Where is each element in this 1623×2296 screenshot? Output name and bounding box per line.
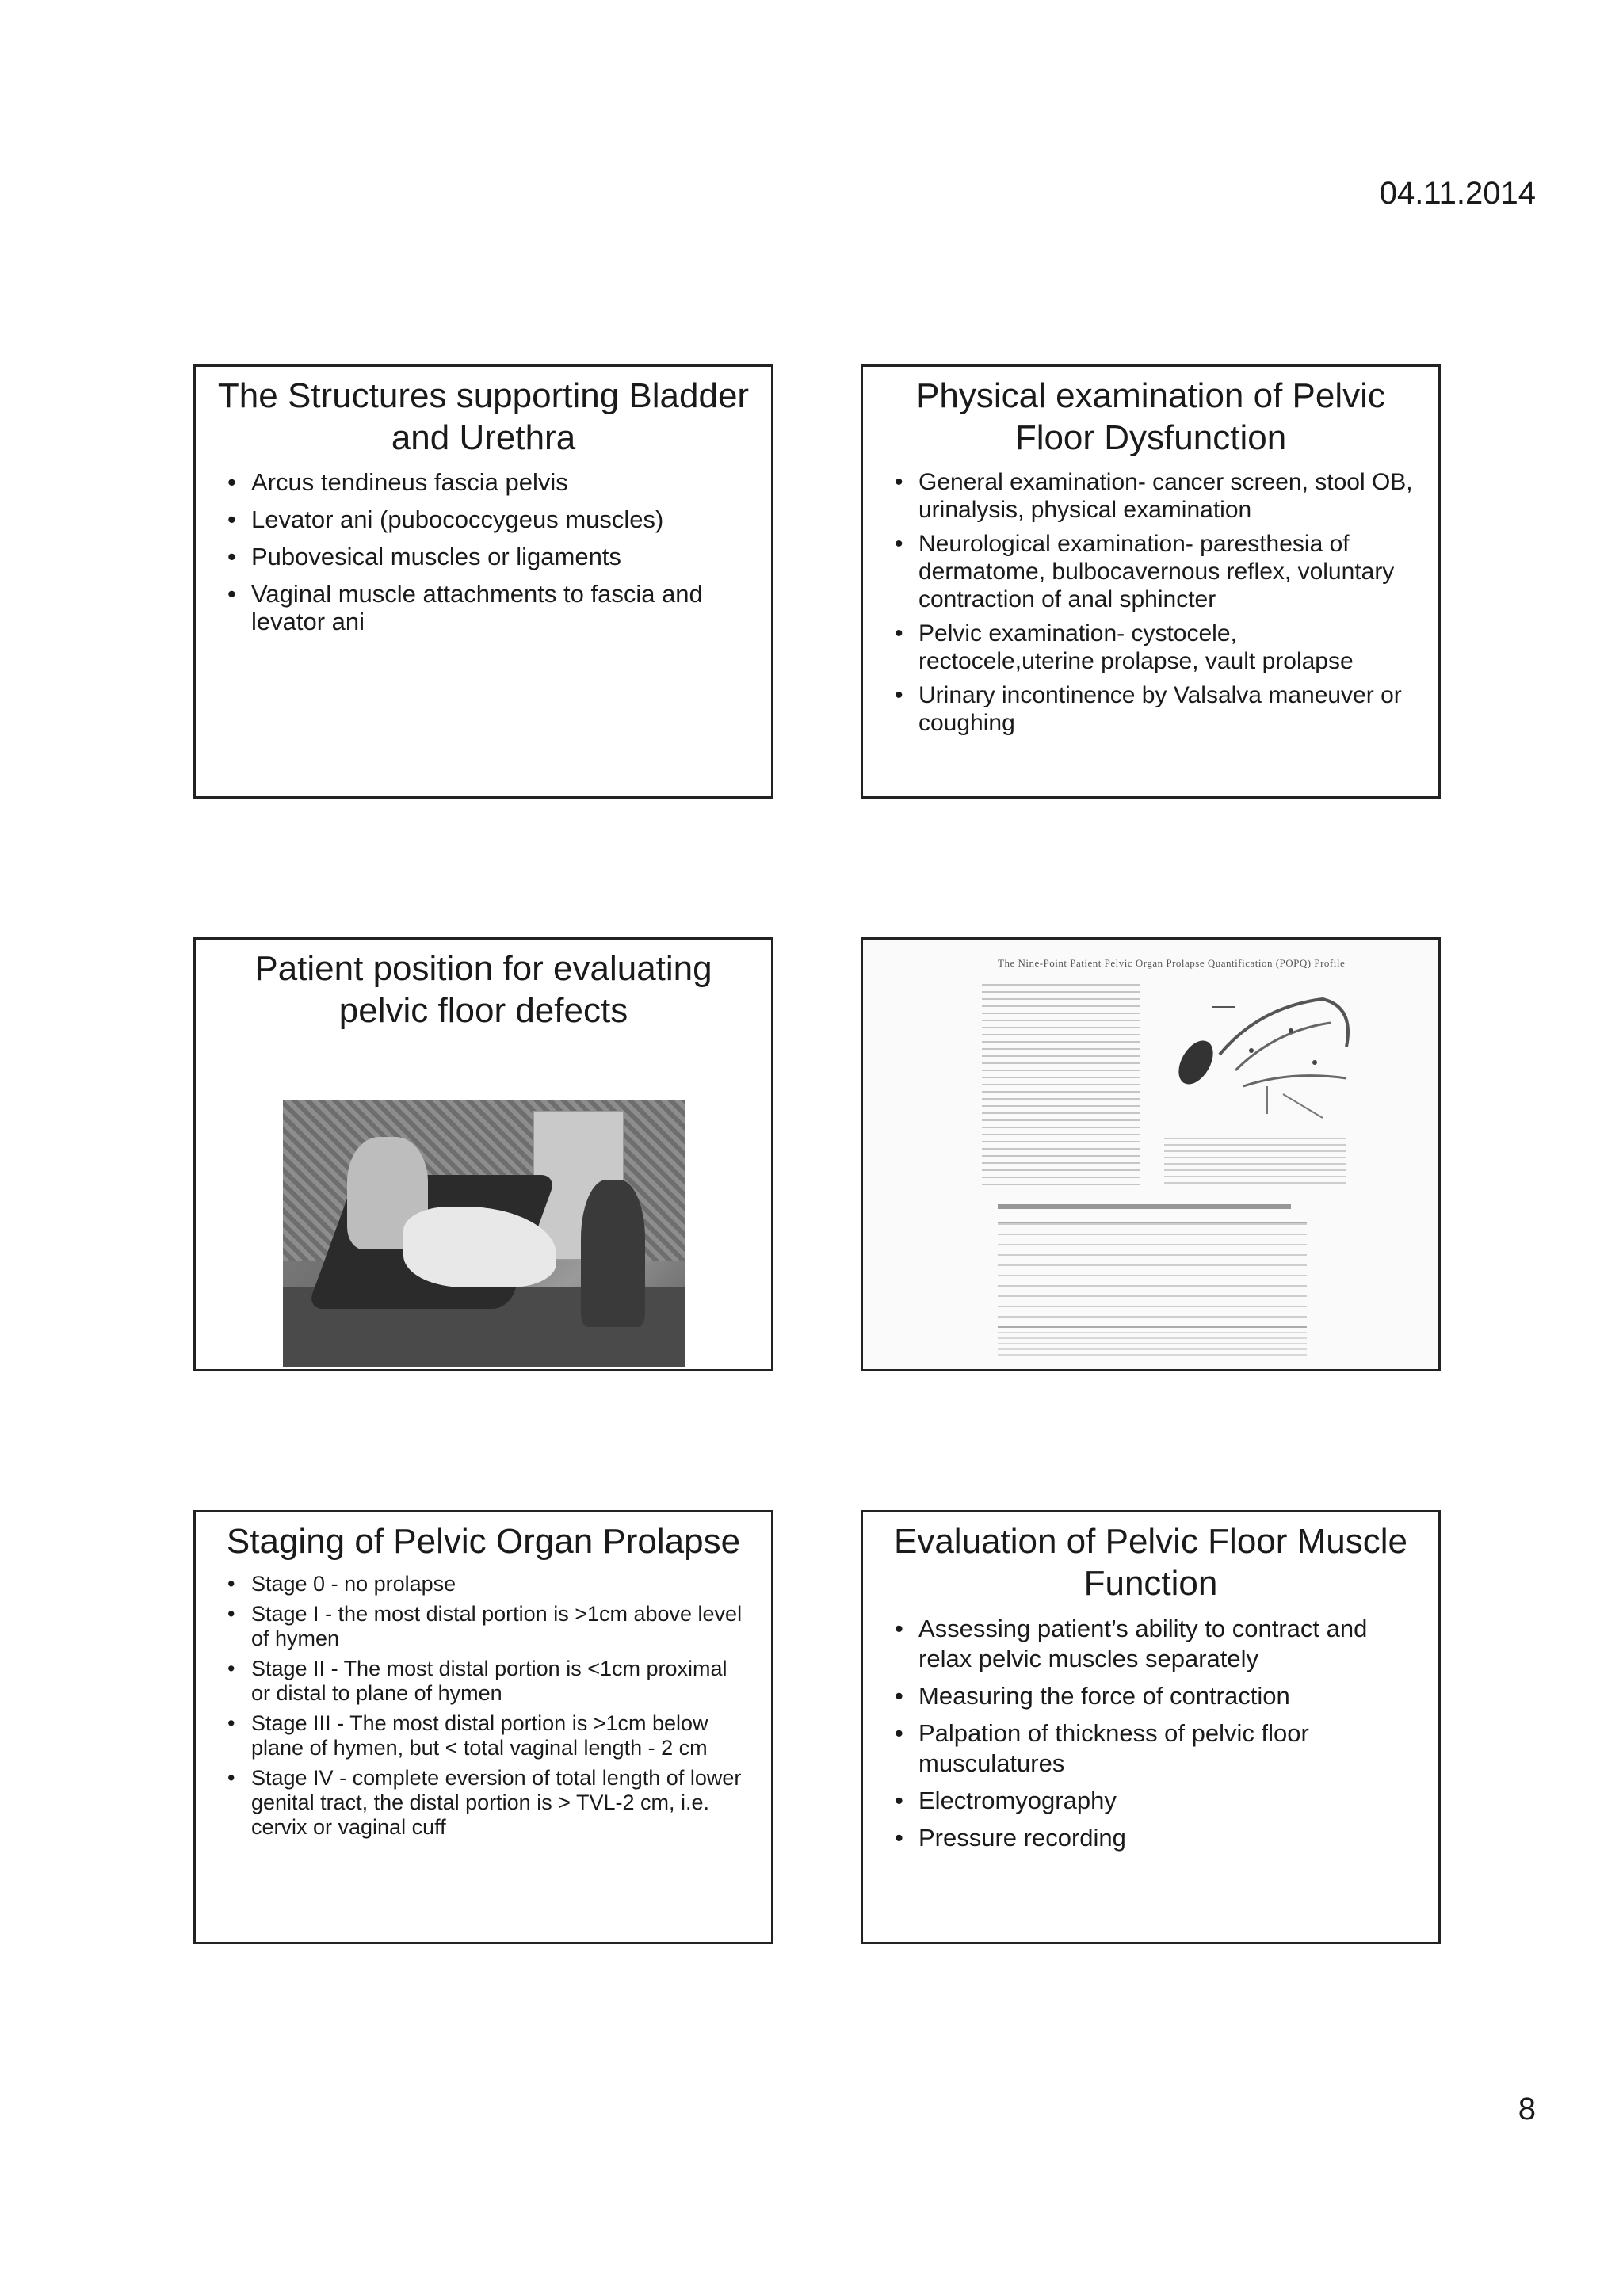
bullet-item: • Stage I - the most distal portion is >1cm above level of hymen [227,1602,747,1651]
bullet-item: • Palpation of thickness of pelvic floor musculatures [895,1718,1415,1779]
bullet-list [196,468,771,635]
slide-staging-prolapse [193,1510,773,1944]
scan-caption-block [1164,1138,1346,1185]
slide-patient-position [193,937,773,1371]
bullet-item: • Electromyography [895,1786,1415,1816]
slide-popq-profile-scan [861,937,1441,1371]
popq-scanned-page [863,940,1438,1369]
bullet-item: • Vaginal muscle attachments to fascia and levator ani [227,580,747,635]
bullet-item: • Assessing patient’s ability to contract and relax pelvic muscles separately [895,1614,1415,1674]
popq-diagram [1164,975,1362,1126]
scan-title: The Nine-Point Patient Pelvic Organ Prolapse Quantification (POPQ) Profile [998,957,1346,969]
bullet-item: • Stage IV - complete eversion of total length of lower genital tract, the distal portion is > TVL-2 cm, i.e. cervix or vaginal cuff [227,1766,747,1840]
bullet-item: • Pubovesical muscles or ligaments [227,543,747,570]
slide-pelvic-floor-muscle-function [861,1510,1441,1944]
bullet-list [196,1572,771,1840]
slide-title: The Structures supporting Bladder and Urethra [217,376,750,457]
slide-physical-examination [861,364,1441,799]
page-number: 8 [1518,2092,1536,2126]
bullet-item: • Stage III - The most distal portion is >1cm below plane of hymen, but < total vaginal length - 2 cm [227,1711,747,1760]
bullet-item: • Arcus tendineus fascia pelvis [227,468,747,496]
scan-table [998,1222,1307,1328]
slide-title: Physical examination of Pelvic Floor Dysfunction [916,376,1385,457]
slide-structures-supporting-bladder [193,364,773,799]
slide-title: Evaluation of Pelvic Floor Muscle Function [893,1522,1408,1603]
bullet-item: • Pressure recording [895,1823,1415,1853]
bullet-item: • Stage II - The most distal portion is <1cm proximal or distal to plane of hymen [227,1657,747,1706]
bullet-item: • General examination- cancer screen, stool OB, urinalysis, physical examination [895,468,1415,524]
page-date: 04.11.2014 [1379,176,1536,211]
slide-title: Patient position for evaluating pelvic floor defects [254,949,712,1030]
bullet-item: • Levator ani (pubococcygeus muscles) [227,505,747,533]
slide-title: Staging of Pelvic Organ Prolapse [226,1522,741,1561]
bullet-item: • Stage 0 - no prolapse [227,1572,747,1596]
bullet-item: • Measuring the force of contraction [895,1681,1415,1711]
bullet-list [863,1614,1438,1853]
bullet-item: • Pelvic examination- cystocele, rectocele,uterine prolapse, vault prolapse [895,620,1415,675]
scan-table-title [998,1204,1291,1209]
bullet-list [863,468,1438,737]
scan-text-block [982,984,1140,1190]
patient-position-photo [283,1100,685,1367]
bullet-item: • Neurological examination- paresthesia of dermatome, bulbocavernous reflex, voluntary contraction of anal sphincter [895,530,1415,613]
scan-footnote [998,1332,1307,1356]
bullet-item: • Urinary incontinence by Valsalva maneuver or coughing [895,681,1415,737]
